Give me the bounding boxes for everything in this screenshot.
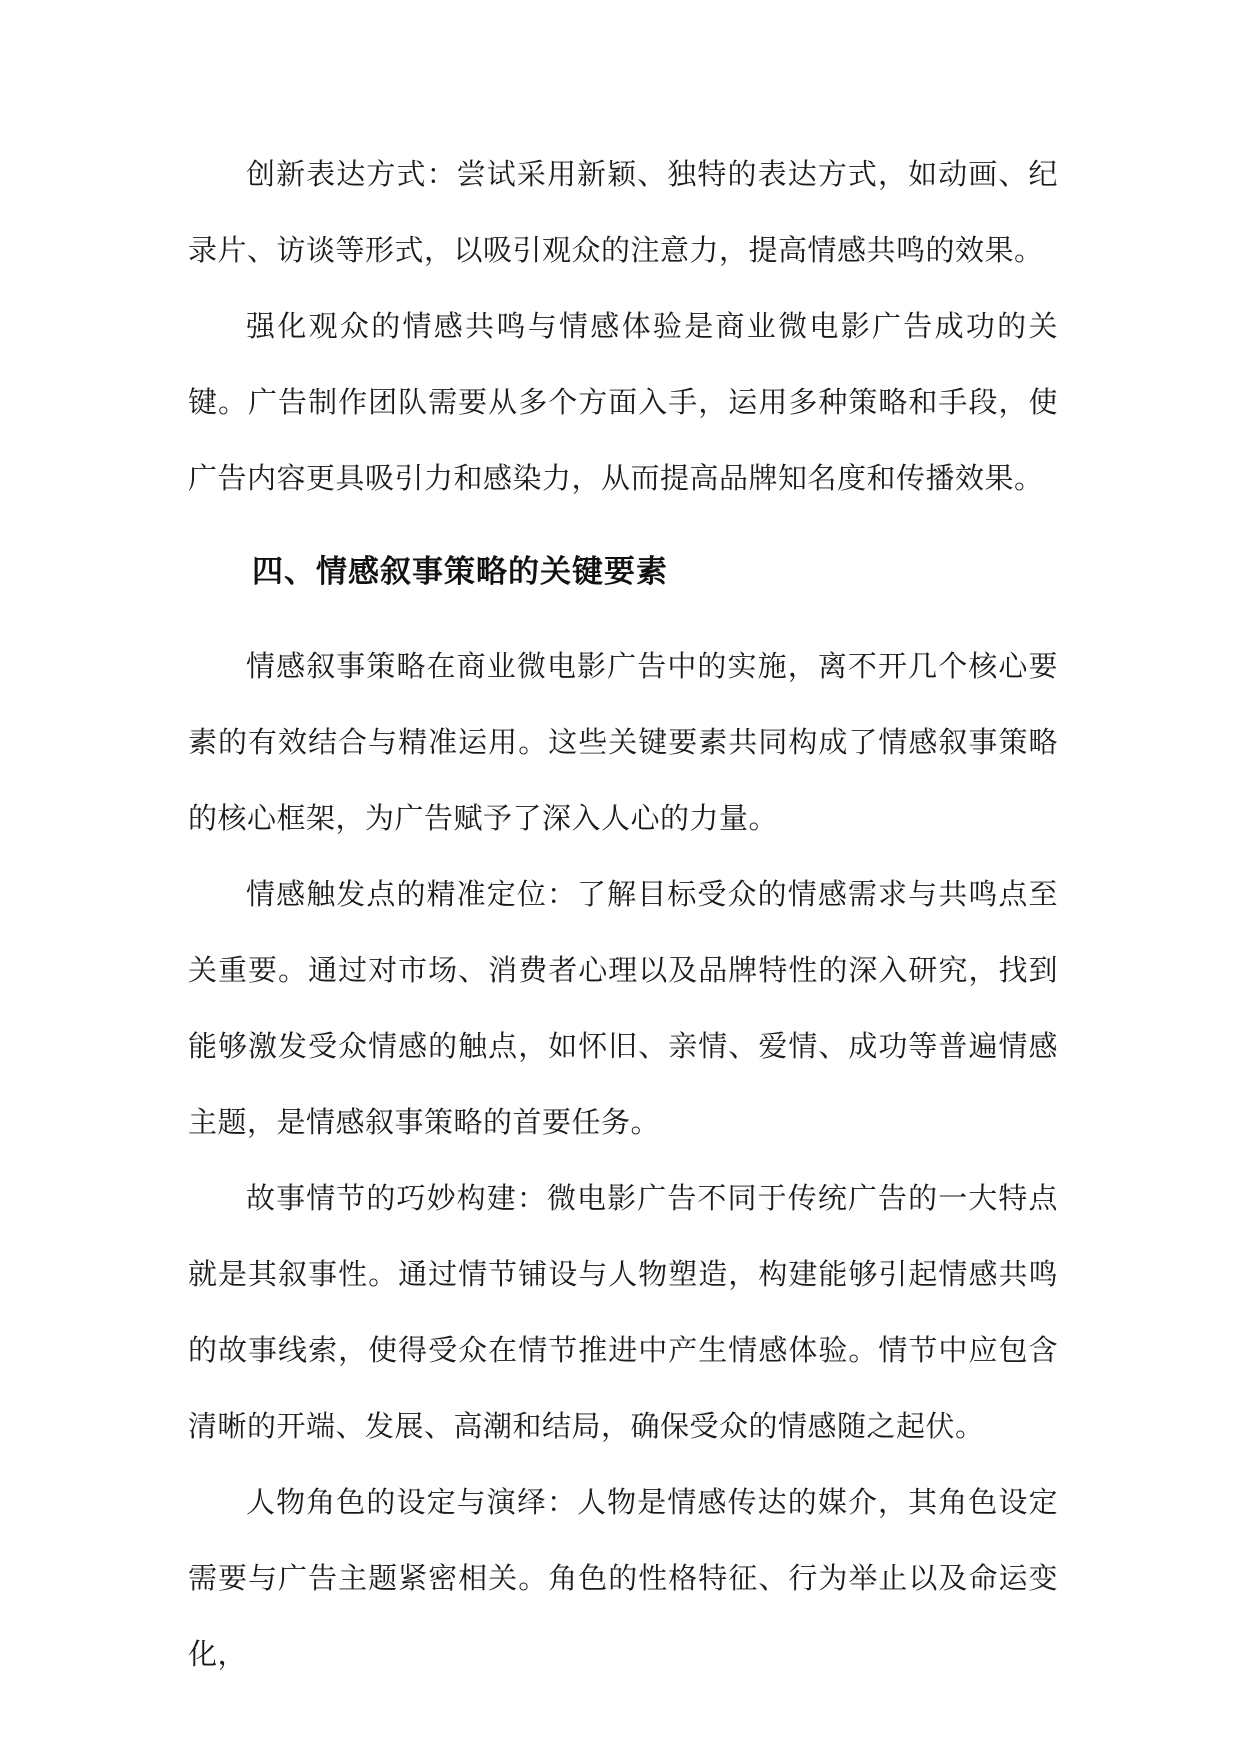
- paragraph-story-plot: 故事情节的巧妙构建：微电影广告不同于传统广告的一大特点就是其叙事性。通过情节铺设与人物塑造，构建能够引起情感共鸣的故事线索，使得受众在情节推进中产生情感体验。情节中应包含清晰的开端、发展、高潮和结局，确保受众的情感随之起伏。: [188, 1181, 1058, 1443]
- paragraph-innovative-expression: 创新表达方式：尝试采用新颖、独特的表达方式，如动画、纪录片、访谈等形式，以吸引观众的注意力，提高情感共鸣的效果。: [188, 157, 1058, 267]
- section-heading: 四、情感叙事策略的关键要素: [252, 554, 668, 590]
- paragraph-key-elements-intro: 情感叙事策略在商业微电影广告中的实施，离不开几个核心要素的有效结合与精准运用。这些关键要素共同构成了情感叙事策略的核心框架，为广告赋予了深入人心的力量。: [188, 649, 1058, 835]
- paragraph-emotional-trigger: 情感触发点的精准定位：了解目标受众的情感需求与共鸣点至关重要。通过对市场、消费者心理以及品牌特性的深入研究，找到能够激发受众情感的触点，如怀旧、亲情、爱情、成功等普遍情感主题，是情感叙事策略的首要任务。: [188, 877, 1058, 1139]
- document-body: [188, 136, 1058, 1692]
- paragraph-character-setting: 人物角色的设定与演绎：人物是情感传达的媒介，其角色设定需要与广告主题紧密相关。角色的性格特征、行为举止以及命运变化，: [188, 1485, 1058, 1671]
- paragraph-audience-resonance: 强化观众的情感共鸣与情感体验是商业微电影广告成功的关键。广告制作团队需要从多个方面入手，运用多种策略和手段，使广告内容更具吸引力和感染力，从而提高品牌知名度和传播效果。: [188, 309, 1058, 495]
